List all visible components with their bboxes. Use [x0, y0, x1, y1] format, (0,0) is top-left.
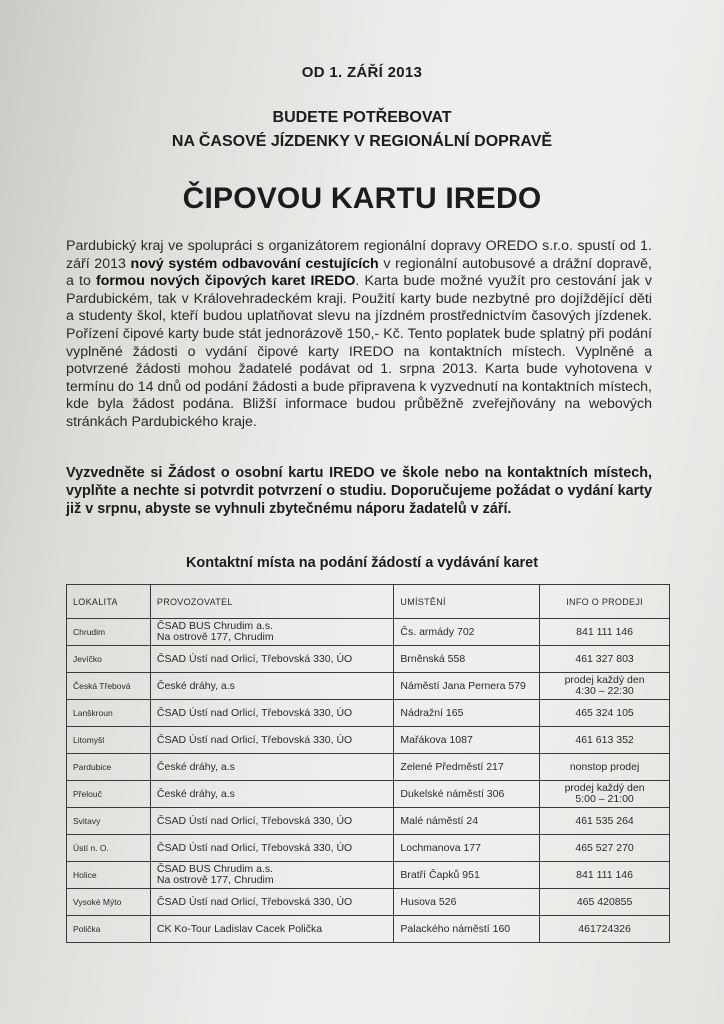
cell-provozovatel — [150, 619, 394, 646]
info-hours: 5:00 – 21:00 — [575, 793, 634, 805]
table-row — [67, 673, 670, 700]
cell-info — [540, 700, 670, 727]
lokalita-text: Holice — [73, 870, 97, 880]
cell-provozovatel — [150, 916, 394, 943]
umisteni-text: Palackého náměstí 160 — [400, 923, 511, 935]
provozovatel-text: ČSAD Ústí nad Orlicí, Třebovská 330, ÚO — [156, 841, 353, 854]
umisteni-text: Malé náměstí 24 — [400, 815, 479, 827]
cell-umisteni — [394, 619, 540, 646]
cell-umisteni — [394, 916, 540, 943]
info-text: 465 324 105 — [575, 706, 634, 719]
subtitle-line-1: BUDETE POTŘEBOVAT — [272, 109, 452, 126]
table-row — [67, 835, 670, 862]
lokalita-text: Jevíčko — [73, 654, 102, 664]
cell-provozovatel — [150, 835, 394, 862]
info-text: prodej každý den — [564, 782, 645, 794]
table-row — [67, 808, 670, 835]
cell-info — [540, 754, 670, 781]
umisteni-text: Brněnská 558 — [400, 653, 466, 665]
info-text: 461 327 803 — [575, 652, 634, 665]
cell-provozovatel — [150, 862, 394, 889]
intro-bold-1: nový systém odbavování cestujících — [130, 255, 379, 272]
contact-points-table — [66, 584, 670, 943]
provozovatel-text: CK Ko-Tour Ladislav Cacek Polička — [156, 922, 323, 935]
intro-paragraph — [66, 238, 652, 432]
table-row — [67, 700, 670, 727]
provozovatel-text: ČSAD Ústí nad Orlicí, Třebovská 330, ÚO — [156, 733, 353, 746]
header-lokalita: LOKALITA — [67, 585, 151, 619]
cell-umisteni — [394, 808, 540, 835]
lokalita-text: Přelouč — [73, 789, 102, 799]
cell-info — [540, 808, 670, 835]
cell-lokalita — [67, 916, 151, 943]
info-text: 465 527 270 — [575, 841, 634, 854]
cell-provozovatel — [150, 781, 394, 808]
provozovatel-text: ČSAD Ústí nad Orlicí, Třebovská 330, ÚO — [156, 706, 353, 719]
umisteni-text: Dukelské náměstí 306 — [400, 788, 505, 800]
cell-lokalita — [67, 754, 151, 781]
provozovatel-text: České dráhy, a.s — [156, 679, 235, 692]
lokalita-text: Litomyšl — [73, 735, 105, 745]
provozovatel-text: ČSAD Ústí nad Orlicí, Třebovská 330, ÚO — [156, 895, 353, 908]
intro-text-3: . Karta bude možné využít pro cestování jak v Pardubickém, tak v Královehradeckém kraji. Použití karty bude nezbytné pro dojíždějící děti a studenty škol, kteří budou uplatňovat slevu na jízdném prostřednictvím časových jízdenek. Pořízení čipové karty bude stát jednorázově 150,- Kč. Tento poplatek bude splatný při podání vyplněné žádosti o vydání čipové karty IREDO na kontaktních místech. Vyplněné a potvrzené žádosti mohou žadatelé podávat od 1. srpna 2013. Karta bude vyhotovena v termínu do 14 dnů od podání žádosti a bude připravena k vyzvednutí na kontaktních místech, kde byla žádost podána. Bližší informace budou průběžně zveřejňovány na webových stránkách Pardubického kraje. — [66, 273, 652, 430]
lokalita-text: Lanškroun — [73, 708, 113, 718]
lokalita-text: Svitavy — [73, 816, 101, 826]
cell-provozovatel — [150, 889, 394, 916]
cell-info — [540, 727, 670, 754]
cell-umisteni — [394, 646, 540, 673]
cell-provozovatel — [150, 808, 394, 835]
provozovatel-text: ČSAD BUS Chrudim a.s. — [156, 863, 274, 875]
info-text: 461 535 264 — [575, 814, 634, 827]
table-body — [67, 619, 670, 943]
lokalita-text: Chrudim — [73, 627, 106, 637]
cell-provozovatel — [150, 646, 394, 673]
cell-lokalita — [67, 646, 151, 673]
umisteni-text: Nádražní 165 — [400, 707, 464, 719]
provozovatel-text: ČSAD Ústí nad Orlicí, Třebovská 330, ÚO — [156, 814, 353, 827]
info-text: prodej každý den — [564, 674, 645, 686]
provozovatel-address: Na ostrově 177, Chrudim — [156, 631, 274, 643]
cell-lokalita — [67, 619, 151, 646]
cell-info — [540, 916, 670, 943]
cell-umisteni — [394, 781, 540, 808]
info-text: 841 111 146 — [576, 625, 633, 638]
cell-umisteni — [394, 700, 540, 727]
umisteni-text: Bratří Čapků 951 — [400, 869, 480, 881]
table-row — [67, 646, 670, 673]
cell-info — [540, 781, 670, 808]
cell-umisteni — [394, 727, 540, 754]
provozovatel-text: České dráhy, a.s — [156, 760, 235, 773]
cell-umisteni — [394, 754, 540, 781]
table-row — [67, 727, 670, 754]
cell-provozovatel — [150, 700, 394, 727]
lokalita-text: Pardubice — [73, 762, 112, 772]
umisteni-text: Zelené Předměstí 217 — [400, 761, 504, 773]
lokalita-text: Česká Třebová — [73, 681, 131, 691]
main-title: ČIPOVOU KARTU IREDO — [182, 182, 542, 215]
table-row — [67, 889, 670, 916]
cell-lokalita — [67, 727, 151, 754]
umisteni-text: Mařákova 1087 — [400, 734, 473, 746]
umisteni-text: Čs. armády 702 — [400, 626, 475, 638]
cell-lokalita — [67, 700, 151, 727]
cell-info — [540, 862, 670, 889]
cell-umisteni — [394, 889, 540, 916]
info-text: 461 613 352 — [575, 733, 634, 746]
cell-provozovatel — [150, 754, 394, 781]
provozovatel-text: ČSAD BUS Chrudim a.s. — [156, 620, 274, 632]
subtitle-line-2: NA ČASOVÉ JÍZDENKY V REGIONÁLNÍ DOPRAVĚ — [171, 133, 553, 150]
table-header-row — [67, 585, 670, 619]
header-umisteni: UMÍSTĚNÍ — [394, 585, 540, 619]
info-hours: 4:30 – 22:30 — [575, 685, 634, 697]
cell-lokalita — [67, 835, 151, 862]
cell-info — [540, 889, 670, 916]
cell-provozovatel — [150, 727, 394, 754]
info-text: 461724326 — [578, 922, 631, 935]
table-title: Kontaktní místa na podání žádostí a vydávání karet — [185, 555, 539, 571]
lokalita-text: Vysoké Mýto — [73, 897, 122, 907]
umisteni-text: Husova 526 — [400, 896, 457, 908]
info-text: 465 420855 — [576, 895, 633, 908]
table-row — [67, 619, 670, 646]
table-row — [67, 916, 670, 943]
umisteni-text: Náměstí Jana Pernera 579 — [400, 680, 526, 692]
provozovatel-address: Na ostrově 177, Chrudim — [156, 874, 274, 886]
cell-umisteni — [394, 673, 540, 700]
cell-lokalita — [67, 781, 151, 808]
cell-lokalita — [67, 673, 151, 700]
cell-umisteni — [394, 862, 540, 889]
intro-text-2: v regionální autobusové a drážní dopravě, a to — [66, 255, 652, 290]
info-text: nonstop prodej — [569, 760, 640, 773]
instruction-paragraph: Vyzvedněte si Žádost o osobní kartu IREDO ve škole nebo na kontaktních místech, vyplňte a nechte si potvrdit potvrzení o studiu. Doporučujeme požádat o vydání karty již v srpnu, abyste se vyhnuli zbytečnému náporu žadatelů v září. — [66, 465, 652, 517]
subtitle — [0, 106, 724, 154]
intro-bold-2: formou nových čipových karet IREDO — [96, 273, 356, 290]
lokalita-text: Ústí n. O. — [73, 843, 109, 853]
table-row — [67, 781, 670, 808]
cell-info — [540, 646, 670, 673]
cell-umisteni — [394, 835, 540, 862]
provozovatel-text: ČSAD Ústí nad Orlicí, Třebovská 330, ÚO — [156, 652, 353, 665]
umisteni-text: Lochmanova 177 — [400, 842, 481, 854]
lokalita-text: Polička — [73, 924, 101, 934]
table-row — [67, 862, 670, 889]
cell-lokalita — [67, 808, 151, 835]
provozovatel-text: České dráhy, a.s — [156, 787, 235, 800]
cell-info — [540, 835, 670, 862]
cell-lokalita — [67, 889, 151, 916]
cell-provozovatel — [150, 673, 394, 700]
cell-lokalita — [67, 862, 151, 889]
cell-info — [540, 619, 670, 646]
effective-date: OD 1. ZÁŘÍ 2013 — [301, 64, 423, 81]
intro-text-1: Pardubický kraj ve spolupráci s organizátorem regionální dopravy OREDO s.r.o. spustí od 1. září 2013 — [66, 238, 652, 272]
table-row — [67, 754, 670, 781]
header-info: INFO O PRODEJI — [540, 585, 670, 619]
header-provozovatel: PROVOZOVATEL — [150, 585, 394, 619]
info-text: 841 111 146 — [576, 868, 633, 881]
cell-info — [540, 673, 670, 700]
